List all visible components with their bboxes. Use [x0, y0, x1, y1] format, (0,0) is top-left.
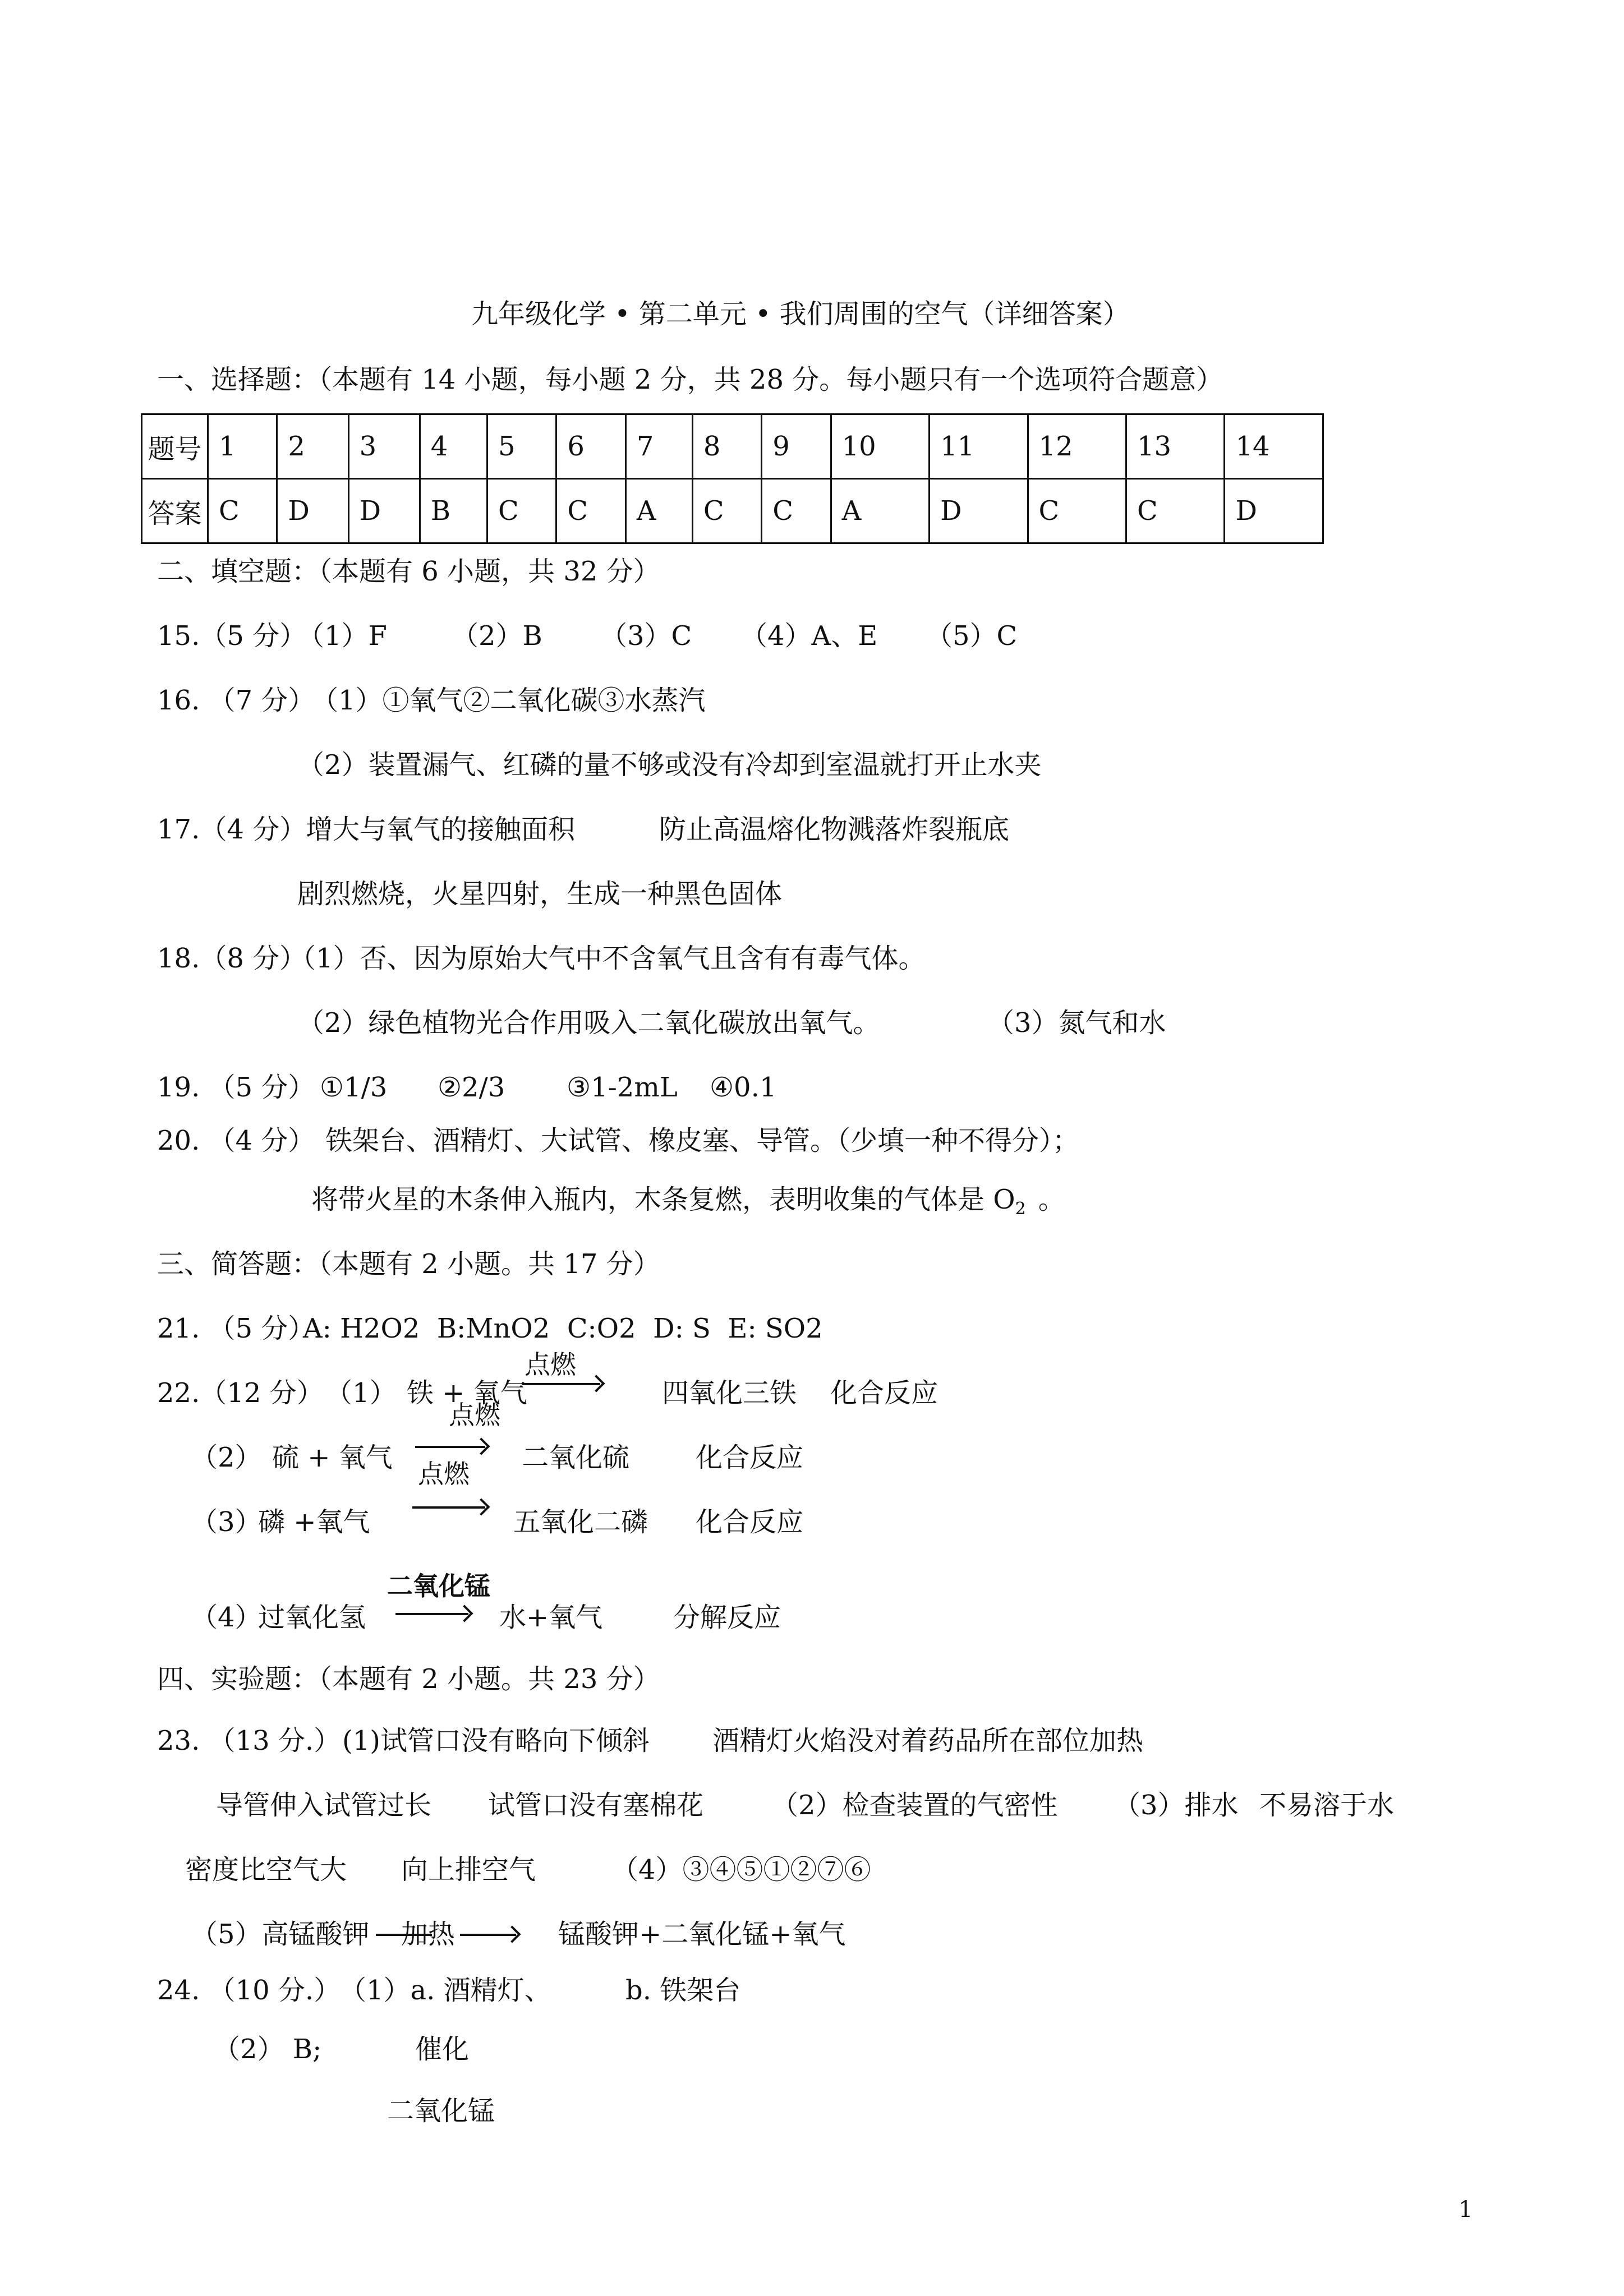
- q22-label: 22.（12 分）: [157, 1377, 324, 1409]
- table-cell: 2: [277, 414, 348, 479]
- table-cell: 10: [831, 414, 929, 479]
- table-cell: C: [487, 479, 556, 543]
- q21-label: 21. （5 分）: [157, 1313, 315, 1344]
- table-cell: A: [625, 479, 692, 543]
- q22-r3-reactants: 磷 +氧气: [258, 1506, 370, 1538]
- table-row-label: 答案: [142, 479, 208, 543]
- q23-line2e: 不易溶于水: [1259, 1790, 1395, 1821]
- q24-line1a: （1）a. 酒精灯、: [339, 1975, 551, 2006]
- q22-r3-num: （3）: [191, 1506, 262, 1538]
- reaction-arrow-icon: [412, 1506, 485, 1509]
- q23-line3b: 向上排空气: [401, 1854, 536, 1885]
- q23-line1a: (1)试管口没有略向下倾斜: [342, 1725, 650, 1756]
- section3-heading: 三、简答题：（本题有 2 小题。共 17 分）: [157, 1248, 660, 1280]
- q22-r3-product: 五氧化二磷: [513, 1506, 648, 1538]
- q19-answer: ③1-2mL: [567, 1072, 678, 1103]
- table-cell: D: [1225, 479, 1323, 543]
- table-cell: 1: [208, 414, 277, 479]
- q23-line4-condition: 加热: [401, 1919, 456, 1950]
- q23-line4b: 锰酸钾+二氧化锰+氧气: [558, 1919, 846, 1950]
- table-cell: 4: [420, 414, 487, 479]
- table-cell: D: [348, 479, 420, 543]
- q22-r1-product: 四氧化三铁: [662, 1377, 797, 1409]
- table-cell: 5: [487, 414, 556, 479]
- q22-r3-type: 化合反应: [696, 1506, 804, 1538]
- table-cell: 11: [930, 414, 1028, 479]
- table-cell: D: [930, 479, 1028, 543]
- q16-line1: （1）①氧气②二氧化碳③水蒸汽: [311, 685, 706, 716]
- table-cell: 14: [1225, 414, 1323, 479]
- q23-line4a: （5）高锰酸钾: [191, 1919, 370, 1950]
- q24-label: 24. （10 分.）: [157, 1975, 341, 2006]
- table-cell: 8: [692, 414, 761, 479]
- q22-r3-condition: 点燃: [418, 1459, 470, 1489]
- q22-r2-num: （2）: [191, 1442, 262, 1473]
- q21-answer: A: H2O2 B:MnO2 C:O2 D: S E: SO2: [303, 1313, 823, 1344]
- q24-line1b: b. 铁架台: [625, 1975, 741, 2006]
- q19-label: 19. （5 分）: [157, 1072, 315, 1103]
- q15-answer: （5）C: [926, 620, 1018, 652]
- q17-label: 17.（4 分）: [157, 814, 307, 845]
- table-cell: C: [556, 479, 625, 543]
- q16-line2: （2）装置漏气、红磷的量不够或没有冷却到室温就打开止水夹: [297, 749, 1042, 781]
- q20-line2-text: 将带火星的木条伸入瓶内，木条复燃，表明收集的气体是 O: [311, 1184, 1015, 1215]
- q22-r2-reactants: 硫 + 氧气: [272, 1442, 393, 1473]
- q20-line2-end: 。: [1038, 1184, 1065, 1215]
- q17-part2: 防止高温熔化物溅落炸裂瓶底: [659, 814, 1010, 845]
- q15-answer: （3）C: [600, 620, 692, 652]
- q22-r2-type: 化合反应: [696, 1442, 804, 1473]
- table-cell: A: [831, 479, 929, 543]
- q18-line2: （2）绿色植物光合作用吸入二氧化碳放出氧气。: [297, 1007, 880, 1039]
- q18-label: 18.（8 分）: [157, 943, 307, 974]
- q23-line1b: 酒精灯火焰没对着药品所在部位加热: [712, 1725, 1144, 1756]
- strikethrough-line: [376, 1934, 432, 1936]
- table-cell: C: [1126, 479, 1225, 543]
- q22-r2-product: 二氧化硫: [522, 1442, 630, 1473]
- q17-part1: 增大与氧气的接触面积: [306, 814, 576, 845]
- q22-r4-reactants: 过氧化氢: [258, 1602, 366, 1633]
- table-cell: 7: [625, 414, 692, 479]
- q24-line2a: （2） B;: [213, 2034, 322, 2065]
- table-cell: 13: [1126, 414, 1225, 479]
- q16-label: 16. （7 分）: [157, 685, 315, 716]
- table-cell: C: [692, 479, 761, 543]
- q24-line2b: 催化: [415, 2034, 470, 2065]
- q22-r2-condition: 点燃: [449, 1400, 500, 1430]
- q22-r4-num: （4）: [191, 1602, 262, 1633]
- q22-r1-num: （1）: [325, 1377, 397, 1409]
- q19-answer: ④0.1: [710, 1072, 777, 1103]
- table-cell: D: [277, 479, 348, 543]
- q15-answer: （4）A、E: [740, 620, 878, 652]
- q15-answer: （2）B: [452, 620, 542, 652]
- table-cell: 3: [348, 414, 420, 479]
- q22-r4-type: 分解反应: [673, 1602, 781, 1633]
- table-cell: B: [420, 479, 487, 543]
- table-cell: C: [208, 479, 277, 543]
- table-cell: C: [762, 479, 831, 543]
- q22-r4-condition: 二氧化锰: [387, 1571, 490, 1601]
- q23-line3c: （4）③④⑤①②⑦⑥: [611, 1854, 871, 1885]
- table-row-label: 题号: [142, 414, 208, 479]
- table-cell: 6: [556, 414, 625, 479]
- section2-heading: 二、填空题：（本题有 6 小题，共 32 分）: [157, 556, 660, 587]
- table-cell: C: [1028, 479, 1126, 543]
- q17-line2: 剧烈燃烧，火星四射，生成一种黑色固体: [297, 878, 783, 910]
- q22-r4-product: 水+氧气: [499, 1602, 603, 1633]
- reaction-arrow-icon: [460, 1934, 516, 1936]
- table-cell: 9: [762, 414, 831, 479]
- reaction-arrow-icon: [415, 1446, 485, 1448]
- q20-line2: [311, 1186, 1065, 1218]
- q19-answer: ②2/3: [438, 1072, 505, 1103]
- q24-line3: 二氧化锰: [387, 2095, 495, 2127]
- section4-heading: 四、实验题：（本题有 2 小题。共 23 分）: [157, 1663, 660, 1695]
- page-number: 1: [1459, 2197, 1473, 2223]
- q15-label: 15.（5 分）: [157, 620, 307, 652]
- page-title: 九年级化学 • 第二单元 • 我们周围的空气（详细答案）: [471, 298, 1130, 330]
- q23-line2c: （2）检查装置的气密性: [771, 1790, 1058, 1821]
- q18-line2b: （3）氮气和水: [987, 1007, 1166, 1039]
- reaction-arrow-icon: [395, 1613, 468, 1615]
- answer-table: [141, 413, 1324, 544]
- q23-line2a: 导管伸入试管过长: [216, 1790, 432, 1821]
- table-cell: 12: [1028, 414, 1126, 479]
- q20-label: 20. （4 分）: [157, 1125, 315, 1156]
- section1-heading: 一、选择题：（本题有 14 小题，每小题 2 分，共 28 分。每小题只有一个选项符合题意）: [157, 364, 1223, 395]
- q22-r1-reactants: 铁 + 氧气: [407, 1377, 527, 1409]
- q23-line2b: 试管口没有塞棉花: [488, 1790, 704, 1821]
- q23-line3a: 密度比空气大: [185, 1854, 347, 1885]
- q15-answer: （1）F: [297, 620, 387, 652]
- q19-answer: ①1/3: [320, 1072, 388, 1103]
- table-row-numbers: [142, 414, 1323, 479]
- q22-r1-type: 化合反应: [830, 1377, 938, 1409]
- q22-r1-condition: 点燃: [525, 1349, 576, 1380]
- q23-label: 23. （13 分.）: [157, 1725, 341, 1756]
- q23-line2d: （3）排水: [1114, 1790, 1239, 1821]
- reaction-arrow-icon: [522, 1383, 600, 1385]
- q20-line2-subscript: 2: [1015, 1199, 1026, 1219]
- q18-line1: （1）否、因为原始大气中不含氧气且含有有毒气体。: [289, 943, 926, 974]
- table-row-answers: [142, 479, 1323, 543]
- q20-line1: 铁架台、酒精灯、大试管、橡皮塞、导管。（少填一种不得分）；: [325, 1125, 1080, 1156]
